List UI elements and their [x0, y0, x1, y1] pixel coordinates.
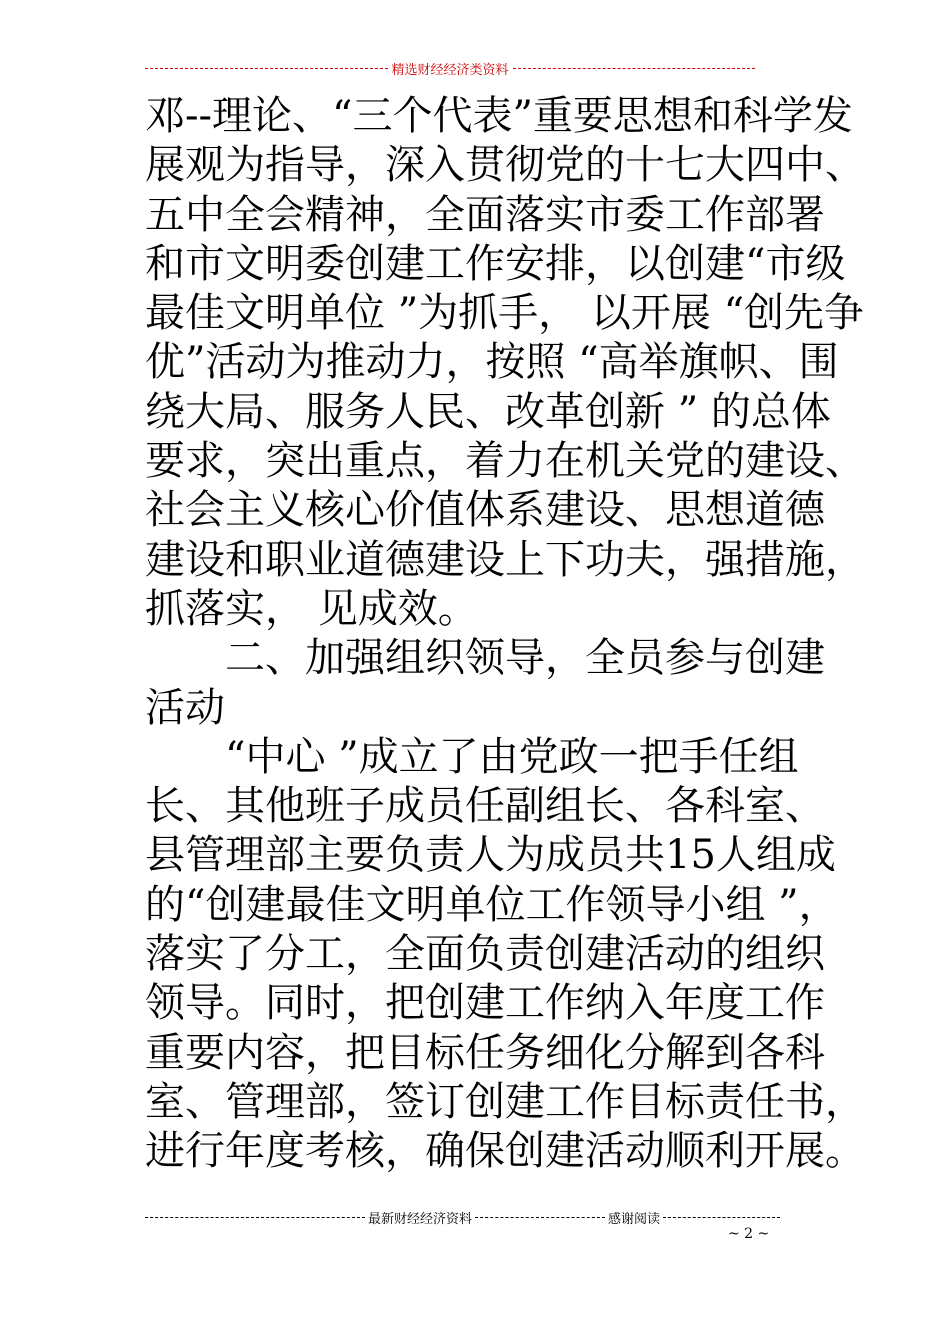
- section-heading: 二、加强组织领导，全员参与创建: [225, 635, 825, 682]
- body-line: 要求，突出重点，着力在机关党的建设、: [145, 438, 865, 485]
- page-header: [145, 58, 755, 78]
- section-heading-continued: 活动: [145, 684, 225, 731]
- footer-right-label: 感谢阅读: [608, 1211, 661, 1227]
- body-line: 和市文明委创建工作安排，以创建“市级: [145, 240, 846, 287]
- body-line: 邓--理论、“三个代表”重要思想和科学发: [145, 93, 853, 139]
- header-dash-left: [145, 68, 388, 69]
- body-line: 领导。同时，把创建工作纳入年度工作: [145, 980, 825, 1027]
- body-line: “中心 ”成立了由党政一把手任组: [225, 733, 799, 780]
- body-line: 县管理部主要负责人为成员共15人组成: [145, 832, 836, 879]
- page-footer: [145, 1207, 780, 1227]
- body-line: 的“创建最佳文明单位工作领导小组 ”，: [145, 881, 839, 928]
- body-line: 社会主义核心价值体系建设、思想道德: [145, 487, 825, 534]
- body-line: 长、其他班子成员任副组长、各科室、: [145, 783, 825, 830]
- document-body: [145, 92, 865, 1177]
- body-line: 室、管理部，签订创建工作目标责任书，: [145, 1078, 865, 1125]
- body-line: 落实了分工，全面负责创建活动的组织: [145, 931, 825, 978]
- body-line: 展观为指导，深入贯彻党的十七大四中、: [145, 142, 865, 189]
- footer-left-label: 最新财经经济资料: [368, 1211, 473, 1227]
- footer-dash-right: [663, 1217, 780, 1218]
- header-dash-right: [513, 68, 756, 69]
- footer-dash-middle: [475, 1217, 605, 1218]
- body-line: 五中全会精神，全面落实市委工作部署: [145, 191, 825, 238]
- body-line: 重要内容，把目标任务细化分解到各科: [145, 1029, 825, 1076]
- footer-dash-left: [145, 1217, 365, 1218]
- body-line: 抓落实， 见成效。: [145, 585, 478, 632]
- body-line: 优”活动为推动力，按照 “高举旗帜、围: [145, 339, 839, 386]
- body-line: 建设和职业道德建设上下功夫，强措施，: [145, 536, 865, 583]
- body-line: 进行年度考核，确保创建活动顺利开展。: [145, 1128, 865, 1175]
- body-line: 绕大局、服务人民、改革创新 ” 的总体: [145, 388, 831, 435]
- body-line: 最佳文明单位 ”为抓手， 以开展 “创先争: [145, 290, 865, 337]
- page-number: ~ 2 ~: [728, 1226, 770, 1242]
- header-label: 精选财经经济类资料: [391, 62, 509, 78]
